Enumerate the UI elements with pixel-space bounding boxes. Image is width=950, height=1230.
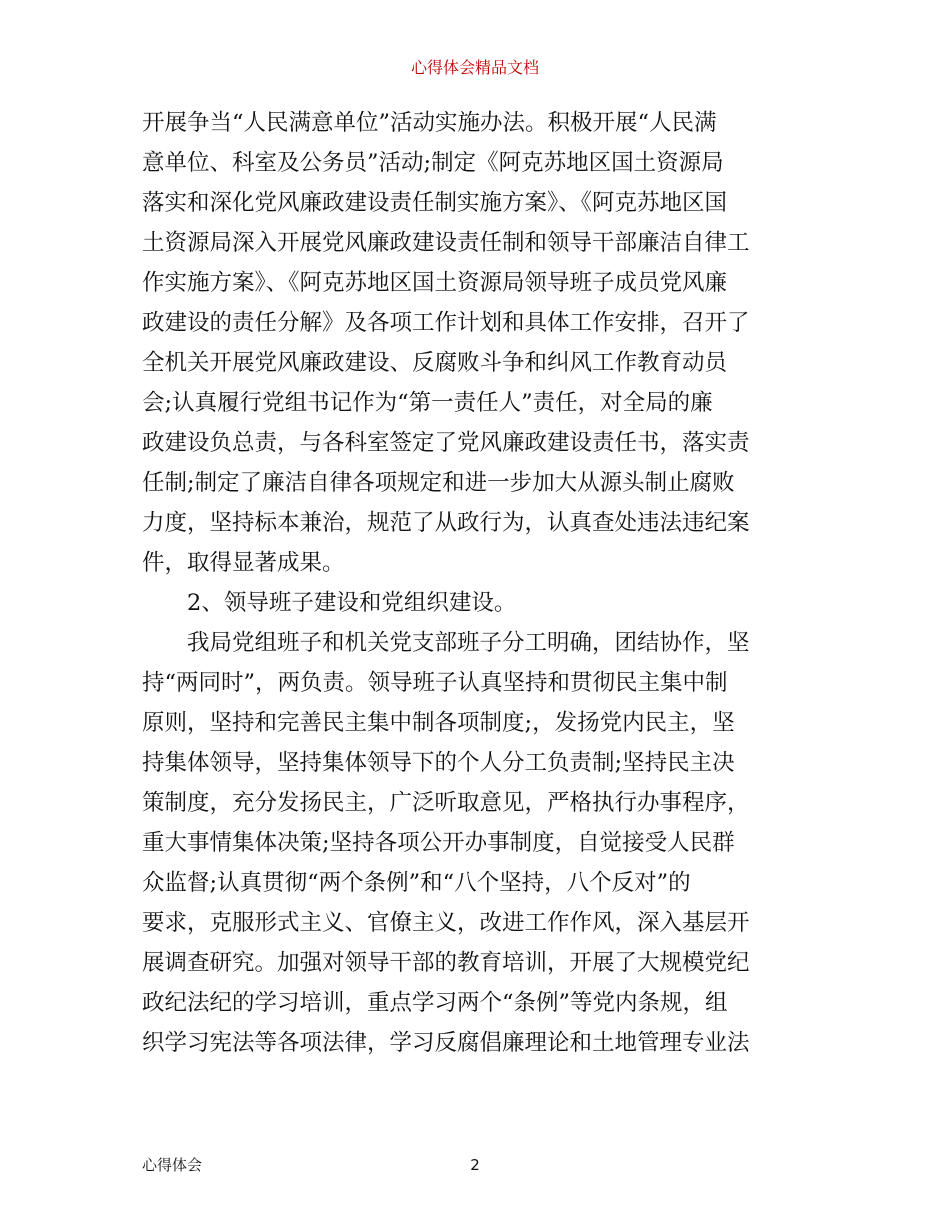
text-line: 持集体领导，坚持集体领导下的个人分工负责制;坚持民主决 <box>142 750 735 776</box>
text-line: 会;认真履行党组书记作为“第一责任人”责任，对全局的廉 <box>142 390 713 416</box>
text-line: 件，取得显著成果。 <box>142 550 345 576</box>
text-line: 策制度，充分发扬民主，广泛听取意见，严格执行办事程序， <box>142 790 750 816</box>
text-line: 政建设的责任分解》及各项工作计划和具体工作安排，召开了 <box>142 310 750 336</box>
text-line: 土资源局深入开展党风廉政建设责任制和领导干部廉洁自律工 <box>142 230 750 256</box>
text-line: 全机关开展党风廉政建设、反腐败斗争和纠风工作教育动员 <box>142 350 728 376</box>
text-line: 政纪法纪的学习培训，重点学习两个“条例”等党内条规，组 <box>142 990 728 1016</box>
text-line: 重大事情集体决策;坚持各项公开办事制度，自觉接受人民群 <box>142 830 735 856</box>
footer-label: 心得体会 <box>142 1156 203 1174</box>
text-line: 开展争当“人民满意单位”活动实施办法。积极开展“人民满 <box>142 110 717 136</box>
text-line: 政建设负总责，与各科室签定了党风廉政建设责任书，落实责 <box>142 430 750 456</box>
page-number: 2 <box>470 1156 480 1174</box>
text-line: 众监督;认真贯彻“两个条例”和“八个坚持，八个反对”的 <box>142 870 691 896</box>
text-line: 任制;制定了廉洁自律各项规定和进一步加大从源头制止腐败 <box>142 470 735 496</box>
text-line: 持“两同时”，两负责。领导班子认真坚持和贯彻民主集中制 <box>142 670 728 696</box>
text-line: 原则，坚持和完善民主集中制各项制度;，发扬党内民主，坚 <box>142 710 735 736</box>
text-line: 展调查研究。加强对领导干部的教育培训，开展了大规模党纪 <box>142 950 750 976</box>
paragraph-first-line: 我局党组班子和机关党支部班子分工明确，团结协作，坚 <box>187 630 750 656</box>
page-header-title: 心得体会精品文档 <box>410 58 539 77</box>
text-line: 力度，坚持标本兼治，规范了从政行为，认真查处违法违纪案 <box>142 510 750 536</box>
text-line: 织学习宪法等各项法律，学习反腐倡廉理论和土地管理专业法 <box>142 1030 750 1056</box>
text-line: 作实施方案》、《阿克苏地区国土资源局领导班子成员党风廉 <box>142 270 728 296</box>
text-line: 意单位、科室及公务员”活动;制定《阿克苏地区国土资源局 <box>142 150 724 176</box>
text-line: 落实和深化党风廉政建设责任制实施方案》、《阿克苏地区国 <box>142 190 728 216</box>
document-body <box>142 103 812 1063</box>
section-heading: 2、领导班子建设和党组织建设。 <box>187 590 517 616</box>
text-line: 要求，克服形式主义、官僚主义，改进工作作风，深入基层开 <box>142 910 750 936</box>
